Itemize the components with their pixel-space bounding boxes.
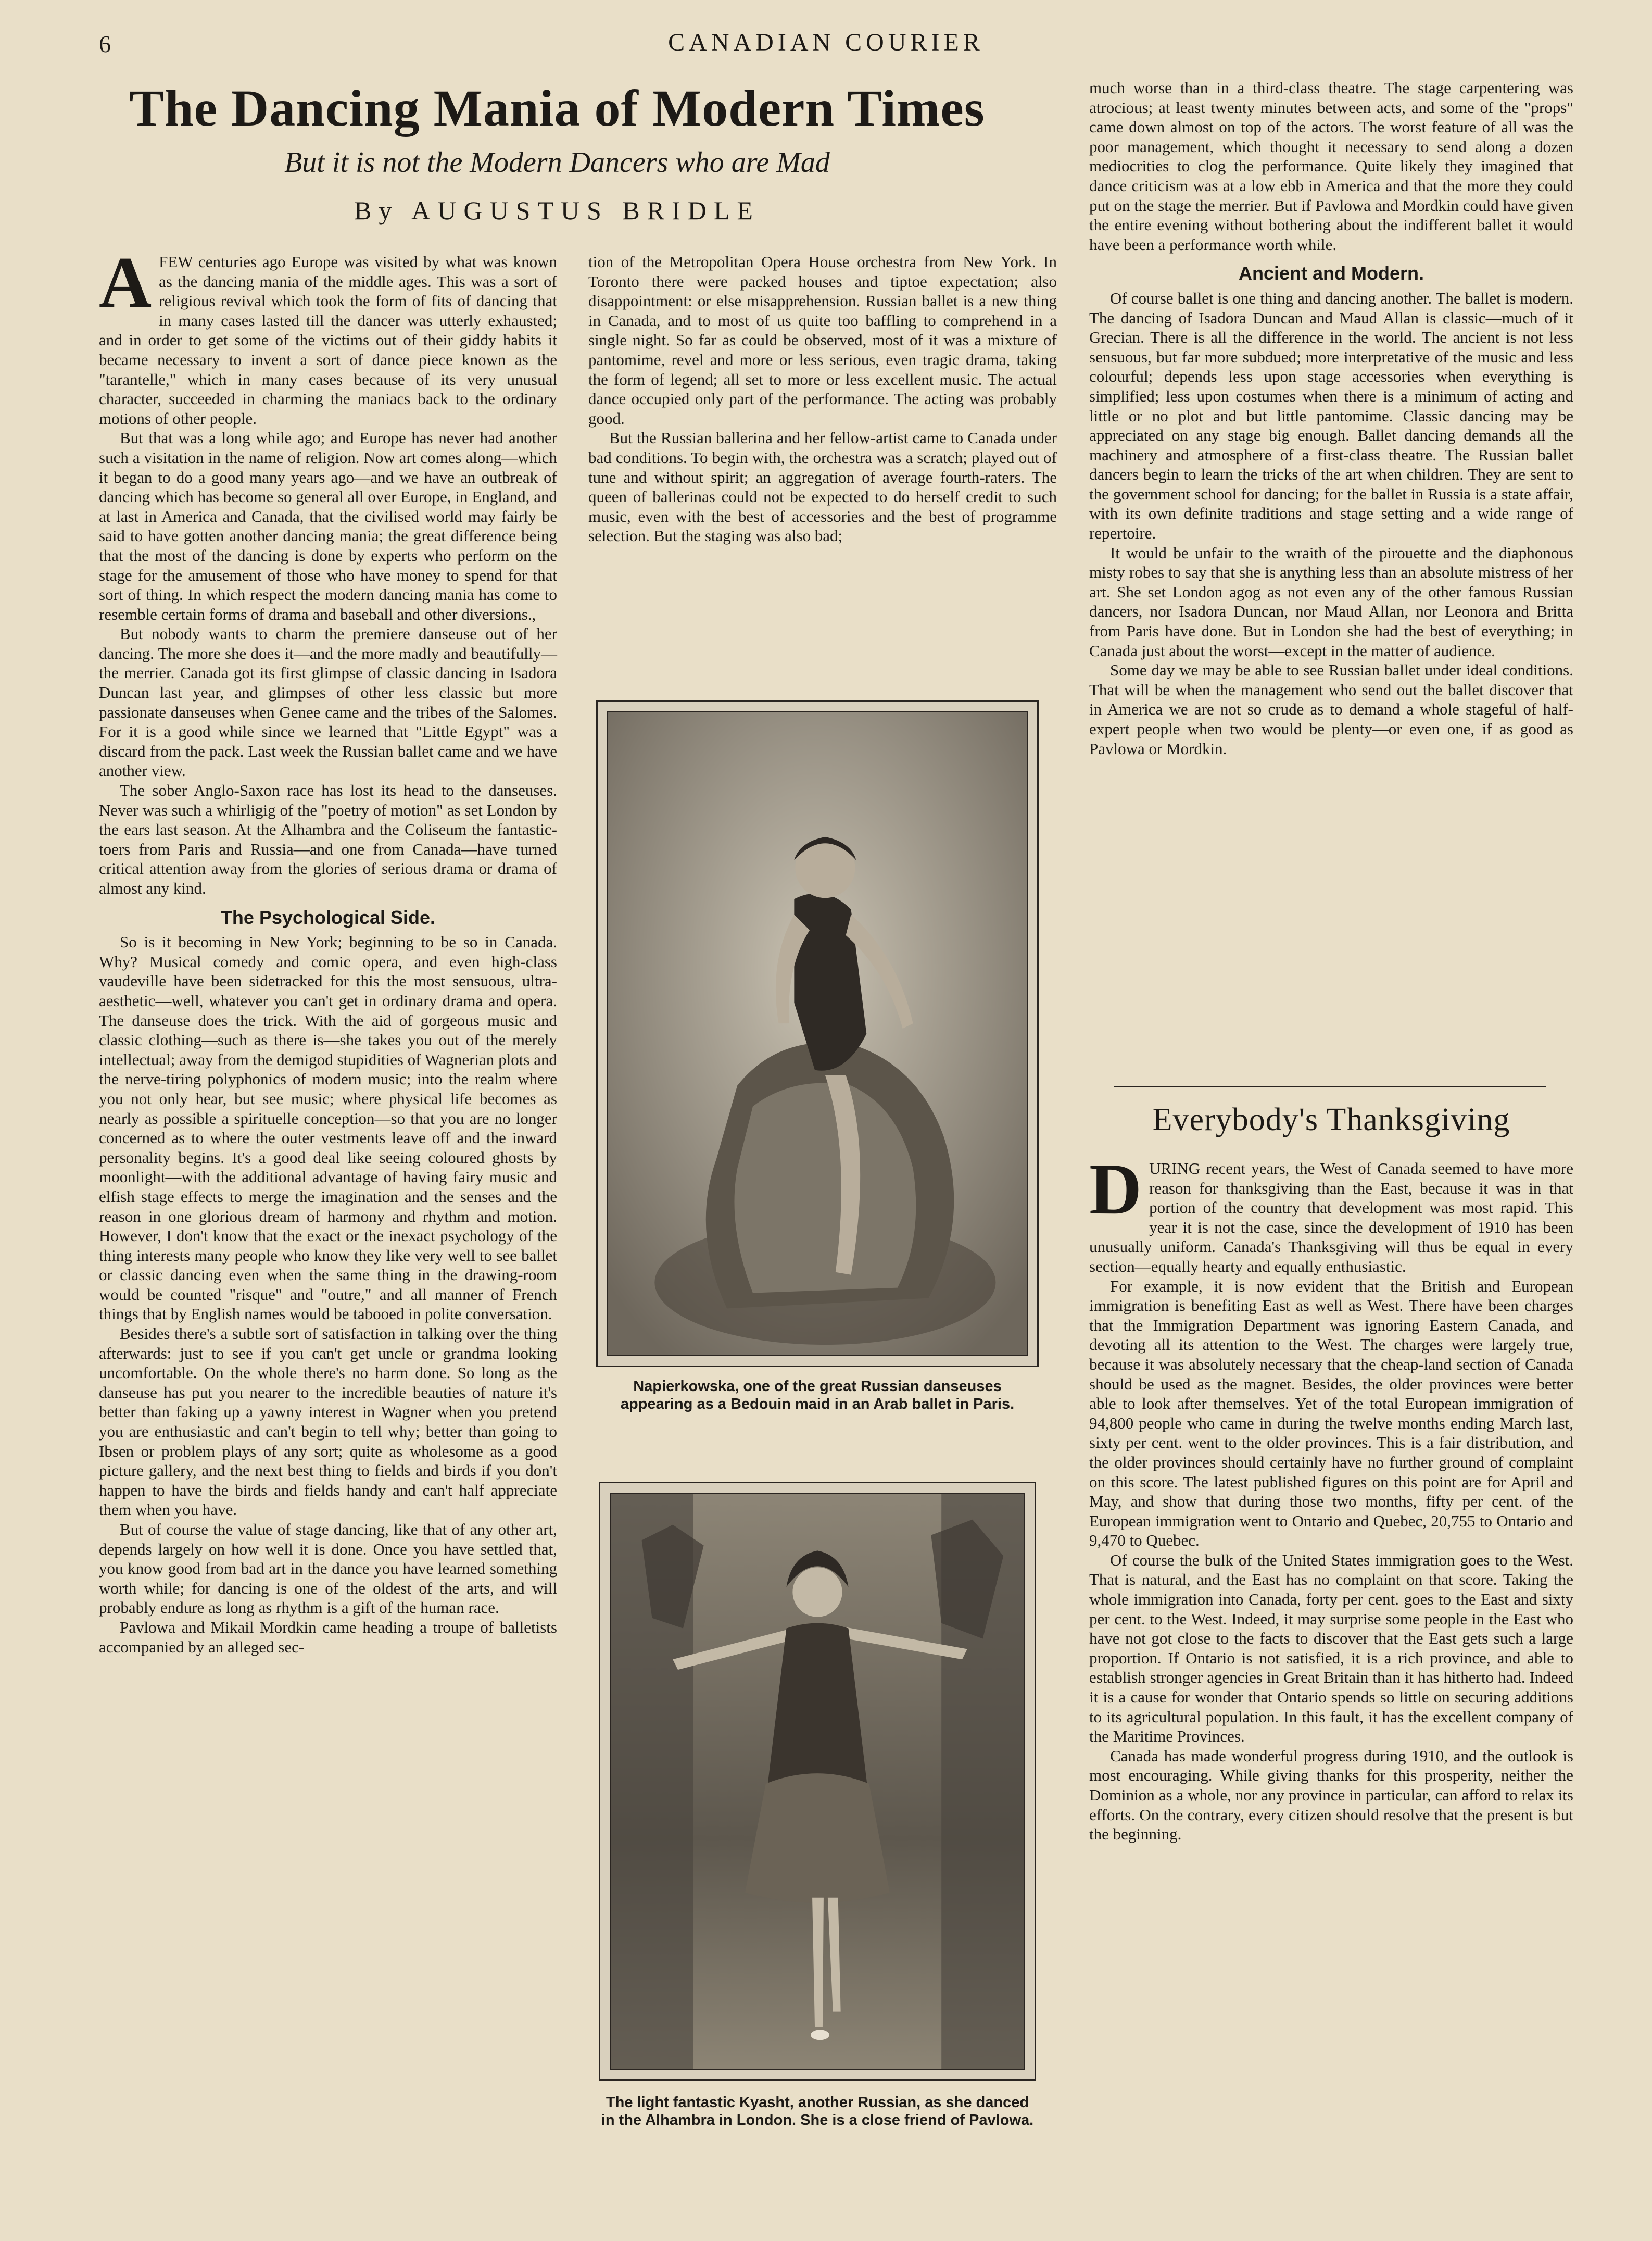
column-3-lower: [1089, 1149, 1573, 1844]
photo-napierkowska: [596, 700, 1039, 1367]
section-heading: The Psychological Side.: [220, 906, 436, 928]
photo-caption-1: Napierkowska, one of the great Russian danseuses appearing as a Bedouin maid in an Arab ballet in Paris.: [620, 1378, 1015, 1412]
paragraph: But that was a long while ago; and Europe has never had another such a visitation in the name of religion. Now art comes along—which it began to do a good many years ago—and we have an outbreak of dancing which has become so general all over Europe, in England, and at last in America and Canada, that the civilised world may fairly be said to have gotten another dancing mania; the great difference being that the most of the dancing is done by experts who perform on the stage for the amusement of those who have money to spend for that sort of thing. In which respect the modern dancing mania has come to resemble certain forms of drama and baseball and other diversions.,: [99, 429, 557, 623]
photo-kyasht: [599, 1482, 1036, 2081]
section-heading: Ancient and Modern.: [1238, 262, 1424, 284]
paragraph: But the Russian ballerina and her fellow-artist came to Canada under bad conditions. To begin with, the orchestra was a scratch; played out of tune and without spirit; an aggregation of average fourth-raters. The queen of ballerinas could not be expected to do herself credit to such music, even with the best of accessories and the best of programme selection. But the staging was also bad;: [588, 429, 1057, 545]
column-3: [1089, 78, 1573, 758]
paragraph: Some day we may be able to see Russian ballet under ideal conditions. That will be when the management who send out the ballet discover that in America we are not so crude as to demand a whole stageful of half-expert people when two would be plenty—or even one, if as good as Pavlowa or Mordkin.: [1089, 661, 1573, 758]
dancer-photo-2-image: [611, 1494, 1024, 2069]
article-title: The Dancing Mania of Modern Times: [129, 79, 985, 137]
paragraph: The sober Anglo-Saxon race has lost its head to the danseuses. Never was such a whirligig of the "poetry of motion" as set London by the ears last season. At the Alhambra and the Coliseum the fantastic-toers from Paris and Russia—and one from Canada—have turned critical attention away from the glories of serious drama or drama of almost any kind.: [99, 781, 557, 897]
second-article-title: Everybody's Thanksgiving: [1152, 1102, 1510, 1137]
paragraph: Of course ballet is one thing and dancing another. The ballet is modern. The dancing of Isadora Duncan and Maud Allan is classic—much of it Grecian. There is all the difference in the world. The ancient is not less sensuous, but far more subdued; more interpretative of the music and less colourful; depends less upon stage accessories when everything is simplified; less upon costumes when there is a minimum of acting and little or no plot and but little pantomime. Classic dancing may be appreciated on any stage big enough. Ballet dancing demands all the machinery and atmosphere of a first-class theatre. The Russian ballet dancers begin to learn the tricks of the art when children. They are sent to the government school for dancing; for the ballet in Russia is a state affair, with its own definite traditions and stage setting and a wide range of repertoire.: [1089, 289, 1573, 543]
paragraph: DURING recent years, the West of Canada seemed to have more reason for thanksgiving than the East, because it was in that portion of the country that development was most rapid. This year it is not the case, since the development of 1910 has been unusually uniform. Canada's Thanksgiving will thus be equal in every section—equally hearty and equally enthusiastic.: [1089, 1149, 1573, 1275]
paragraph: much worse than in a third-class theatre. The stage carpentering was atrocious; at least twenty minutes between acts, and some of the "props" came down almost on top of the actors. The worst feature of all was the poor management, which thought it necessary to send along a dozen mediocrities to clog the performance. Quite likely they imagined that dance criticism was at a low ebb in America and that the more they could put on the stage the merrier. But if Pavlowa and Mordkin could have given the entire evening without bothering about the indifferent ballet it would have been a performance worth while.: [1089, 79, 1573, 254]
paragraph: Of course the bulk of the United States immigration goes to the West. That is natural, and the East has no complaint on that score. Taking the whole immigration into Canada, forty per cent. goes to the East and sixty per cent. to the West. Indeed, it may surprise some people in the East who have not got close to the facts to discover that the East gets such a large proportion. If Ontario is not satisfied, it is a rich province, and able to establish stronger agencies in Great Britain than it has hitherto had. Indeed it is a cause for wonder that Ontario spends so little on securing additions to its agricultural population. In this fault, it has the excellent company of the Maritime Provinces.: [1089, 1550, 1573, 1746]
paragraph: But of course the value of stage dancing, like that of any other art, depends largely on how well it is done. Once you have settled that, you know good from bad art in the dance you have learned something worth while; for dancing is one of the oldest of the arts, and will probably endure as long as rhythm is a gift of the human race.: [99, 1520, 557, 1617]
paragraph: tion of the Metropolitan Opera House orchestra from New York. In Toronto there were packed houses and tiptoe expectation; also disappointment: or else misapprehension. Russian ballet is a new thing in Canada, and to most of us quite too baffling to comprehend in a single night. So far as could be observed, most of it was a mixture of pantomime, revel and more or less serious, even tragic drama, taking the form of legend; all set to more or less excellent music. The actual dance occupied only part of the performance. The acting was probably good.: [588, 253, 1057, 428]
section-rule: [1114, 1086, 1546, 1087]
paragraph: Besides there's a subtle sort of satisfaction in talking over the thing afterwards: just to see if you can't get uncle or grandma looking uncomfortable. On the whole there's no harm done. So long as the danseuse has put you nearer to the incredible beauties of nature it's better than faking up a yawny interest in Wagner when you pretend you are enthusiastic and can't begin to tell why; better than going to Ibsen or problem plays of any sort; quite as wholesome as a good picture gallery, and the next best thing to fields and birds if you don't happen to have the birds and fields handy and can't half appreciate them when you have.: [99, 1324, 557, 1519]
paragraph: It would be unfair to the wraith of the pirouette and the diaphonous misty robes to say that she is anything less than an absolute mistress of her art. She set London agog as not even any of the other famous Russian dancers, nor Isadora Duncan, nor Maud Allan, nor Leonora and Britta from Paris have done. But in London she had the best of everything; in Canada just about the worst—except in the matter of audience.: [1089, 543, 1573, 660]
photo-caption-2: The light fantastic Kyasht, another Russian, as she danced in the Alhambra in London. She is a close friend of Pavlowa.: [601, 2094, 1034, 2129]
paragraph: Canada has made wonderful progress during 1910, and the outlook is most encouraging. While giving thanks for this prosperity, neither the Dominion as a whole, nor any province in particular, can afford to relax its efforts. On the contrary, every citizen should resolve that the present is but the beginning.: [1089, 1746, 1573, 1844]
dancer-photo-1-image: [608, 712, 1027, 1355]
paragraph: For example, it is now evident that the British and European immigration is benefiting East as well as West. There have been charges that the Immigration Department was ignoring Eastern Canada, and devoting all its attention to the West. The charges were largely true, because it was absolutely necessary that the cheap-land section of Canada should be used as the magnet. Besides, the older provinces were better able to look after themselves. Yet of the total European immigration of 94,800 people who came in during the twelve months ending March last, sixty per cent. went to the older provinces. This is a fair distribution, and the older provinces should certainly have no further ground of complaint on this score. The latest published figures on this point are for April and May, and show that during those two months, fifty per cent. of the European immigration went to Ontario and Quebec, 20,755 to Ontario and 9,470 to Quebec.: [1089, 1276, 1573, 1550]
paragraph: So is it becoming in New York; beginning to be so in Canada. Why? Musical comedy and comic opera, and even high-class vaudeville have been sidetracked for this the most sensuous, ultra-aesthetic—well, whatever you can't get in ordinary drama and opera. The danseuse does the trick. With the aid of gorgeous music and classic clothing—such as there is—she takes you out of the merely intellectual; away from the demigod stupidities of Wagnerian plots and the nerve-tiring polyphonics of modern music; into the realm where you not only hear, but see music; where physical life becomes as nearly as possible a spirituelle conception—so that you are no longer concerned as to where the outer vestments leave off and the inward personality begins. It's a good deal like seeing coloured ghosts by moonlight—with the additional advantage of having fairy music and elfish stage effects to merge the imagination and the senses and the reason in one glorious dream of harmony and rhythm and motion. However, I don't know that the exact or the inexact psychology of the thing interests many people who know they like very well to see ballet or classic dancing even when the same thing in the drawing-room would be counted "risque" and "outre," and all manner of French things that by English names would be tabooed in polite conversation.: [99, 933, 557, 1323]
paragraph: But nobody wants to charm the premiere danseuse out of her dancing. The more she does it—and the more madly and beautifully—the merrier. Canada got its first glimpse of classic dancing in Isadora Duncan last year, and glimpses of other less classic but more passionate danseuses when Genee came and the tribes of the Salomes. For it is a good while since we learned that "Little Egypt" was a discard from the pack. Last week the Russian ballet came and we have another view.: [99, 624, 557, 780]
drop-cap: A: [99, 242, 152, 323]
paragraph: Pavlowa and Mikail Mordkin came heading a troupe of balletists accompanied by an alleged sec-: [99, 1618, 557, 1656]
article-byline: By AUGUSTUS BRIDLE: [354, 196, 760, 225]
article-subtitle: But it is not the Modern Dancers who are Mad: [284, 146, 830, 179]
column-1: [99, 242, 557, 1657]
page-number: 6: [99, 31, 111, 57]
drop-cap: D: [1089, 1149, 1142, 1230]
running-title: CANADIAN COURIER: [668, 29, 984, 56]
paragraph: AFEW centuries ago Europe was visited by what was known as the dancing mania of the middle ages. This was a sort of religious revival which took the form of fits of dancing that in many cases lasted till the dancer was utterly exhausted; and in order to get some of the victims out of their giddy habits it became necessary to invent a sort of dance piece known as the "tarantelle," which in many cases because of its very unusual character, succeeded in charming the maniacs back to the ordinary motions of other people.: [99, 242, 557, 428]
column-2: [588, 252, 1057, 546]
